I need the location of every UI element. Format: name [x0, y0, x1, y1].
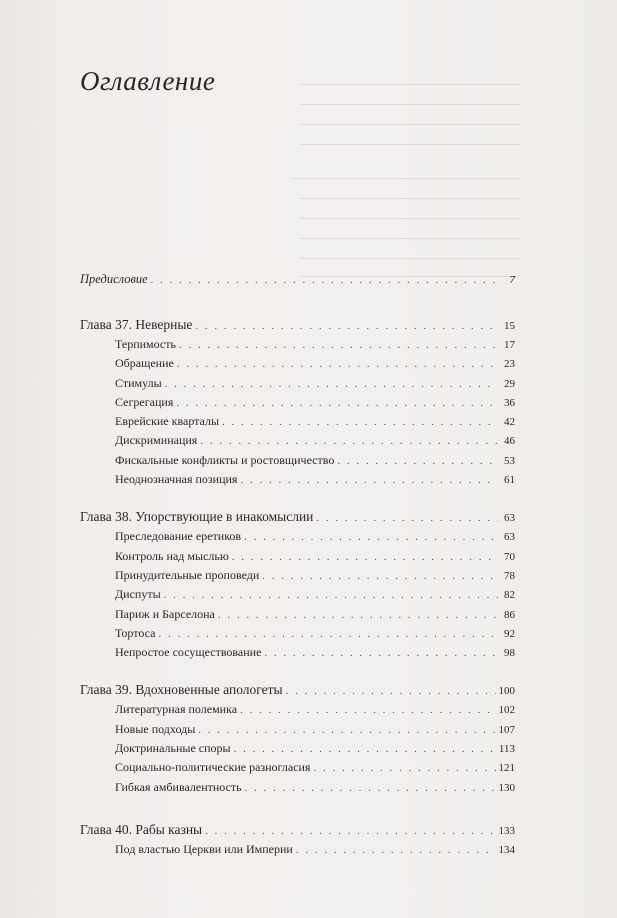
toc-page-number: 15 — [504, 320, 515, 332]
toc-section-label: Сегрегация — [115, 394, 174, 409]
leader-dots — [179, 339, 498, 351]
toc-page-number: 29 — [504, 377, 515, 390]
toc-page-number: 107 — [498, 723, 515, 736]
toc-page-number: 63 — [504, 512, 515, 525]
toc-page-number: 134 — [498, 843, 515, 856]
leader-dots — [176, 397, 498, 409]
leader-dots — [164, 589, 498, 601]
toc-section[interactable] — [80, 433, 515, 452]
toc-chapter[interactable] — [80, 509, 515, 529]
toc-page-number: 17 — [504, 339, 515, 351]
toc-section[interactable] — [80, 760, 515, 779]
toc-chapter[interactable] — [80, 822, 515, 842]
toc-section-label: Тортоса — [115, 625, 156, 640]
toc-page-number: 82 — [504, 589, 515, 602]
toc-section-label: Неоднозначная позиция — [115, 472, 238, 487]
leader-dots — [264, 647, 498, 659]
toc-section[interactable] — [80, 395, 515, 414]
leader-dots — [296, 844, 496, 856]
toc-section[interactable] — [80, 722, 515, 741]
toc-page-number: 42 — [504, 416, 515, 429]
toc-section-label: Социально-политические разногласия — [115, 760, 311, 775]
leader-dots — [240, 704, 495, 716]
toc-page-number: 113 — [498, 743, 515, 756]
toc-section-label: Контроль над мыслью — [115, 548, 229, 563]
toc-section[interactable] — [80, 376, 515, 395]
toc-chapter-label: Глава 39. Вдохновенные апологеты — [80, 682, 283, 698]
toc-section-label: Непростое сосуществование — [115, 645, 262, 660]
toc-page-number: 61 — [504, 474, 515, 487]
leader-dots — [286, 685, 496, 697]
toc-section[interactable] — [80, 626, 515, 645]
toc-chapter-label: Глава 40. Рабы казны — [80, 821, 203, 837]
page-title: Оглавление — [80, 66, 216, 96]
toc-section-label: Принудительные проповеди — [115, 567, 260, 582]
toc-section[interactable] — [80, 780, 515, 799]
toc-section[interactable] — [80, 842, 515, 861]
toc-page-number: 53 — [504, 454, 515, 467]
toc-page-number: 23 — [504, 358, 515, 371]
toc-section-label: Дискриминация — [115, 433, 198, 448]
toc-page-number: 7 — [509, 274, 515, 286]
toc-section-label: Терпимость — [115, 337, 176, 351]
toc-section[interactable] — [80, 607, 515, 626]
leader-dots — [244, 531, 498, 543]
toc-chapter[interactable] — [80, 317, 515, 337]
toc-section[interactable] — [80, 414, 515, 433]
toc-preface[interactable] — [80, 272, 515, 294]
toc-page-number: 121 — [498, 762, 515, 775]
leader-dots — [240, 474, 498, 486]
toc-section[interactable] — [80, 549, 515, 568]
toc-section[interactable] — [80, 356, 515, 375]
toc-section-label: Диспуты — [115, 587, 161, 602]
toc-section-label: Париж и Барселона — [115, 606, 215, 621]
toc-section[interactable] — [80, 453, 515, 472]
leader-dots — [165, 378, 498, 390]
leader-dots — [262, 570, 498, 582]
toc-chapter-label: Глава 37. Неверные — [80, 317, 193, 332]
toc-page-number: 100 — [498, 685, 515, 698]
leader-dots — [337, 455, 498, 467]
toc-section[interactable] — [80, 645, 515, 664]
toc-page-number: 46 — [504, 435, 515, 448]
leader-dots — [218, 609, 498, 621]
leader-dots — [313, 762, 495, 774]
toc-page-number: 36 — [504, 396, 515, 409]
toc-page-number: 98 — [504, 647, 515, 660]
toc-section[interactable] — [80, 587, 515, 606]
toc-page-number: 92 — [504, 627, 515, 640]
toc-chapter-label: Глава 38. Упорствующие в инакомыслии — [80, 509, 314, 525]
toc-page-number: 70 — [504, 550, 515, 563]
toc-section-label: Фискальные конфликты и ростовщичество — [115, 452, 335, 467]
toc-page-number: 63 — [504, 531, 515, 544]
leader-dots — [232, 551, 498, 563]
toc-section-label: Еврейские кварталы — [115, 414, 220, 429]
toc-section-label: Преследование еретиков — [115, 529, 242, 544]
leader-dots — [205, 825, 495, 837]
toc-section[interactable] — [80, 741, 515, 760]
toc-section-label: Литературная полемика — [115, 702, 238, 717]
toc-section[interactable] — [80, 568, 515, 587]
leader-dots — [234, 743, 496, 755]
toc-chapter[interactable] — [80, 682, 515, 702]
leader-dots — [198, 724, 495, 736]
toc-page-number: 78 — [504, 569, 515, 582]
toc-page-number: 133 — [498, 824, 515, 837]
leader-dots — [245, 782, 496, 794]
leader-dots — [195, 320, 498, 332]
leader-dots — [158, 628, 498, 640]
toc-section-label: Под властью Церкви или Империи — [115, 841, 293, 856]
toc-section-label: Гибкая амбивалентность — [115, 779, 242, 794]
table-of-contents — [80, 272, 515, 861]
toc-section[interactable] — [80, 529, 515, 548]
toc-entry-label: Предисловие — [80, 272, 148, 286]
toc-section-label: Обращение — [115, 356, 174, 371]
leader-dots — [177, 358, 498, 370]
toc-section-label: Новые подходы — [115, 721, 196, 736]
leader-dots — [151, 274, 498, 286]
toc-section[interactable] — [80, 472, 515, 491]
toc-section[interactable] — [80, 702, 515, 721]
toc-page-number: 130 — [498, 781, 515, 794]
toc-section[interactable] — [80, 337, 515, 356]
leader-dots — [200, 435, 498, 447]
leader-dots — [316, 512, 498, 524]
toc-section-label: Стимулы — [115, 375, 162, 390]
leader-dots — [222, 416, 498, 428]
toc-page-number: 86 — [504, 608, 515, 621]
toc-page-number: 102 — [498, 704, 515, 717]
toc-section-label: Доктринальные споры — [115, 741, 231, 756]
